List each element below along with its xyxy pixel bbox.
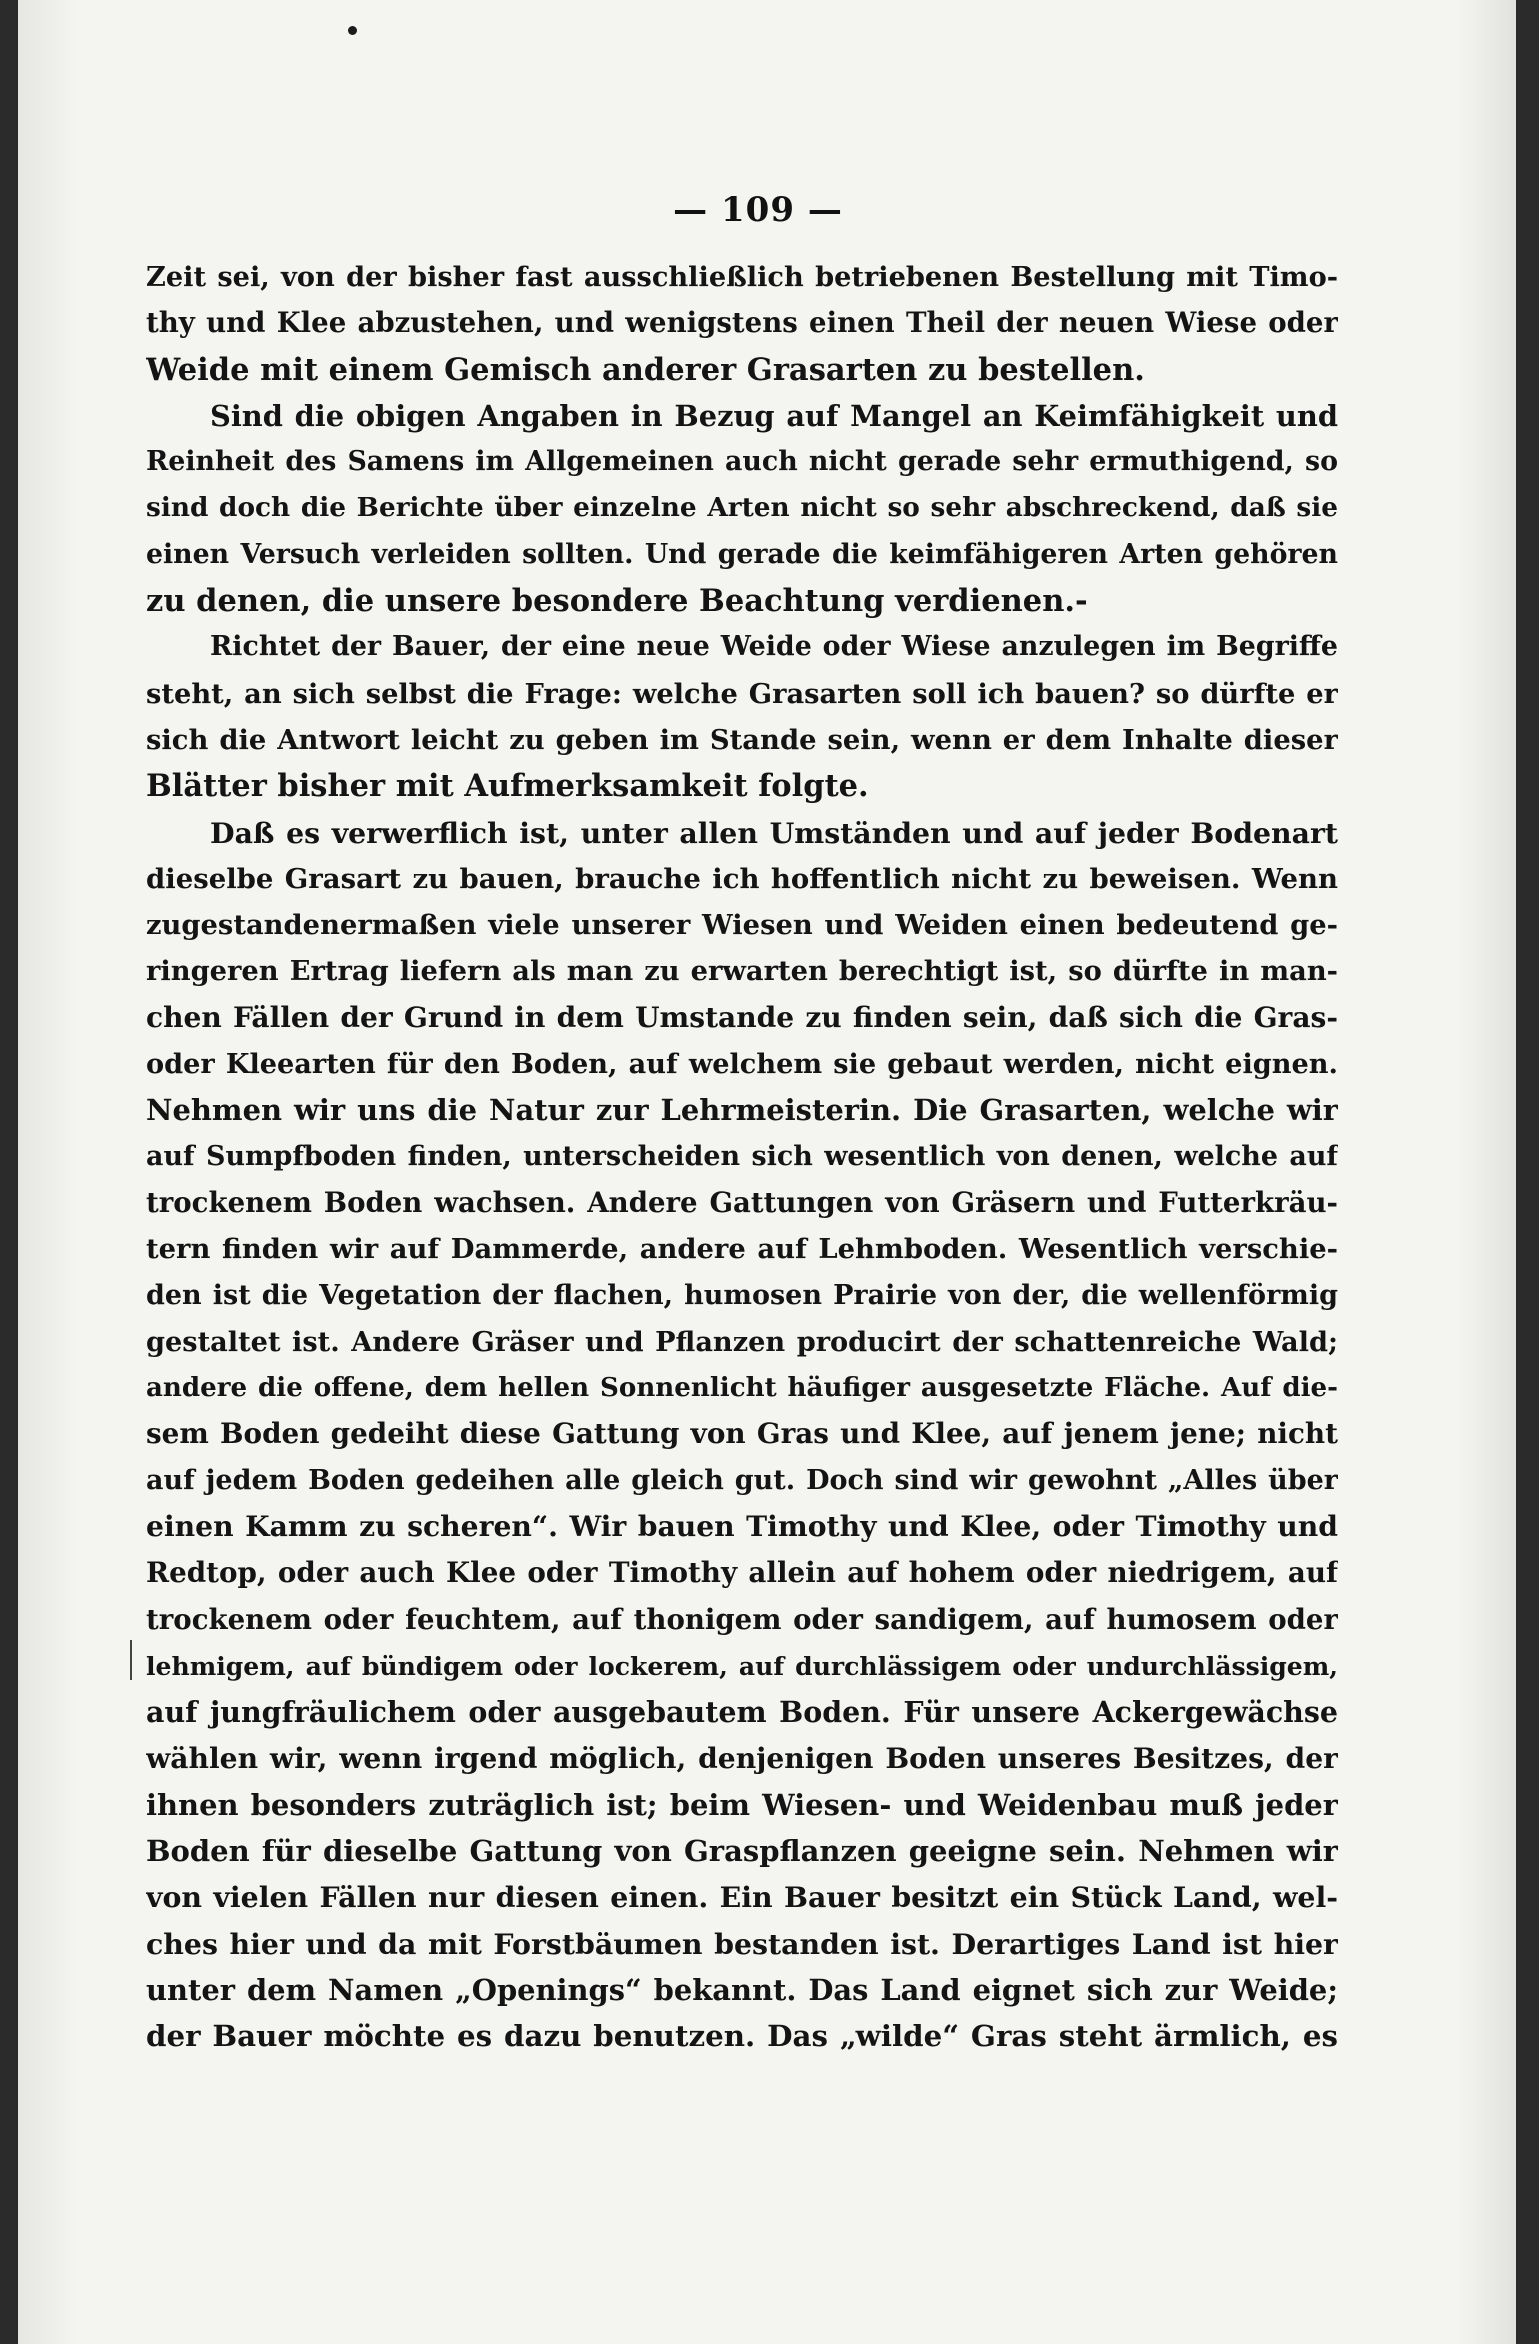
book-page (18, 0, 1516, 2344)
text-line: wählen wir, wenn irgend möglich, denjenigen Boden unseres Besitzes, der (146, 1741, 1338, 1775)
text-line: von vielen Fällen nur diesen einen. Ein Bauer besitzt ein Stück Land, wel- (146, 1880, 1338, 1915)
text-line: ihnen besonders zuträglich ist; beim Wiesen- und Weidenbau muß jeder (146, 1787, 1338, 1822)
text-line: Richtet der Bauer, der eine neue Weide oder Wiese anzulegen im Begriffe (210, 631, 1338, 663)
text-line: auf jungfräulichem oder ausgebautem Boden. Für unsere Ackergewächse (146, 1695, 1338, 1730)
text-line: Weide mit einem Gemisch anderer Grasarten zu bestellen. (146, 351, 1145, 388)
text-line: einen Kamm zu scheren“. Wir bauen Timothy und Klee, oder Timothy und (146, 1510, 1338, 1544)
text-line: Reinheit des Samens im Allgemeinen auch nicht gerade sehr ermuthigend, so (146, 446, 1338, 478)
text-line: einen Versuch verleiden sollten. Und gerade die keimfähigeren Arten gehören (146, 538, 1338, 570)
text-line: trockenem oder feuchtem, auf thonigem oder sandigem, auf humosem oder (146, 1602, 1338, 1636)
text-line: auf Sumpfboden finden, unterscheiden sich wesentlich von denen, welche auf (146, 1140, 1338, 1172)
text-line: ringeren Ertrag liefern als man zu erwarten berechtigt ist, so dürfte in man- (146, 955, 1338, 988)
text-line: gestaltet ist. Andere Gräser und Pflanzen producirt der schattenreiche Wald; (146, 1325, 1338, 1358)
text-line: Zeit sei, von der bisher fast ausschließlich betriebenen Bestellung mit Timo- (146, 261, 1338, 293)
text-line: lehmigem, auf bündigem oder lockerem, auf durchlässigem oder undurchlässigem, (146, 1650, 1338, 1681)
text-line: steht, an sich selbst die Frage: welche Grasarten soll ich bauen? so dürfte er (146, 677, 1338, 710)
text-line: sem Boden gedeiht diese Gattung von Gras und Klee, auf jenem jene; nicht (146, 1417, 1338, 1451)
text-line: thy und Klee abzustehen, und wenigstens einen Theil der neuen Wiese oder (146, 306, 1338, 340)
body-text (146, 254, 1338, 2060)
text-line: tern finden wir auf Dammerde, andere auf Lehmboden. Wesentlich verschie- (146, 1233, 1338, 1266)
page-number: — 109 — (673, 190, 843, 230)
ink-speck (348, 26, 357, 35)
text-line: den ist die Vegetation der flachen, humosen Prairie von der, die wellenförmig (146, 1279, 1338, 1311)
text-line: Blätter bisher mit Aufmerksamkeit folgte. (146, 768, 869, 805)
text-line: der Bauer möchte es dazu benutzen. Das „wilde“ Gras steht ärmlich, es (146, 2018, 1338, 2054)
text-line: andere die offene, dem hellen Sonnenlicht häufiger ausgesetzte Fläche. Auf die- (146, 1372, 1338, 1404)
text-line: auf jedem Boden gedeihen alle gleich gut. Doch sind wir gewohnt „Alles über (146, 1464, 1338, 1496)
text-line: Redtop, oder auch Klee oder Timothy allein auf hohem oder niedrigem, auf (146, 1556, 1338, 1590)
text-line: Boden für dieselbe Gattung von Graspflanzen geeigne sein. Nehmen wir (146, 1834, 1338, 1869)
text-line: Sind die obigen Angaben in Bezug auf Mangel an Keimfähigkeit und (210, 398, 1338, 433)
text-line: Daß es verwerflich ist, unter allen Umständen und auf jeder Bodenart (210, 815, 1338, 850)
text-line: ches hier und da mit Forstbäumen bestanden ist. Derartiges Land ist hier (146, 1926, 1338, 1961)
text-line: Nehmen wir uns die Natur zur Lehrmeisterin. Die Grasarten, welche wir (146, 1093, 1338, 1128)
text-line: chen Fällen der Grund in dem Umstande zu finden sein, daß sich die Gras- (146, 1000, 1338, 1034)
text-line: dieselbe Grasart zu bauen, brauche ich hoffentlich nicht zu beweisen. Wenn (146, 862, 1338, 895)
text-line: oder Kleearten für den Boden, auf welchem sie gebaut werden, nicht eignen. (146, 1048, 1338, 1081)
text-line: unter dem Namen „Openings“ bekannt. Das Land eignet sich zur Weide; (146, 1972, 1338, 2007)
text-line: sind doch die Berichte über einzelne Arten nicht so sehr abschreckend, daß sie (146, 492, 1338, 524)
text-line: zu denen, die unsere besondere Beachtung verdienen.- (146, 583, 1088, 620)
margin-mark (130, 1640, 132, 1680)
text-line: zugestandenermaßen viele unserer Wiesen und Weiden einen bedeutend ge- (146, 909, 1338, 942)
text-line: sich die Antwort leicht zu geben im Stande sein, wenn er dem Inhalte dieser (146, 723, 1338, 756)
text-line: trockenem Boden wachsen. Andere Gattungen von Gräsern und Futterkräu- (146, 1185, 1338, 1219)
